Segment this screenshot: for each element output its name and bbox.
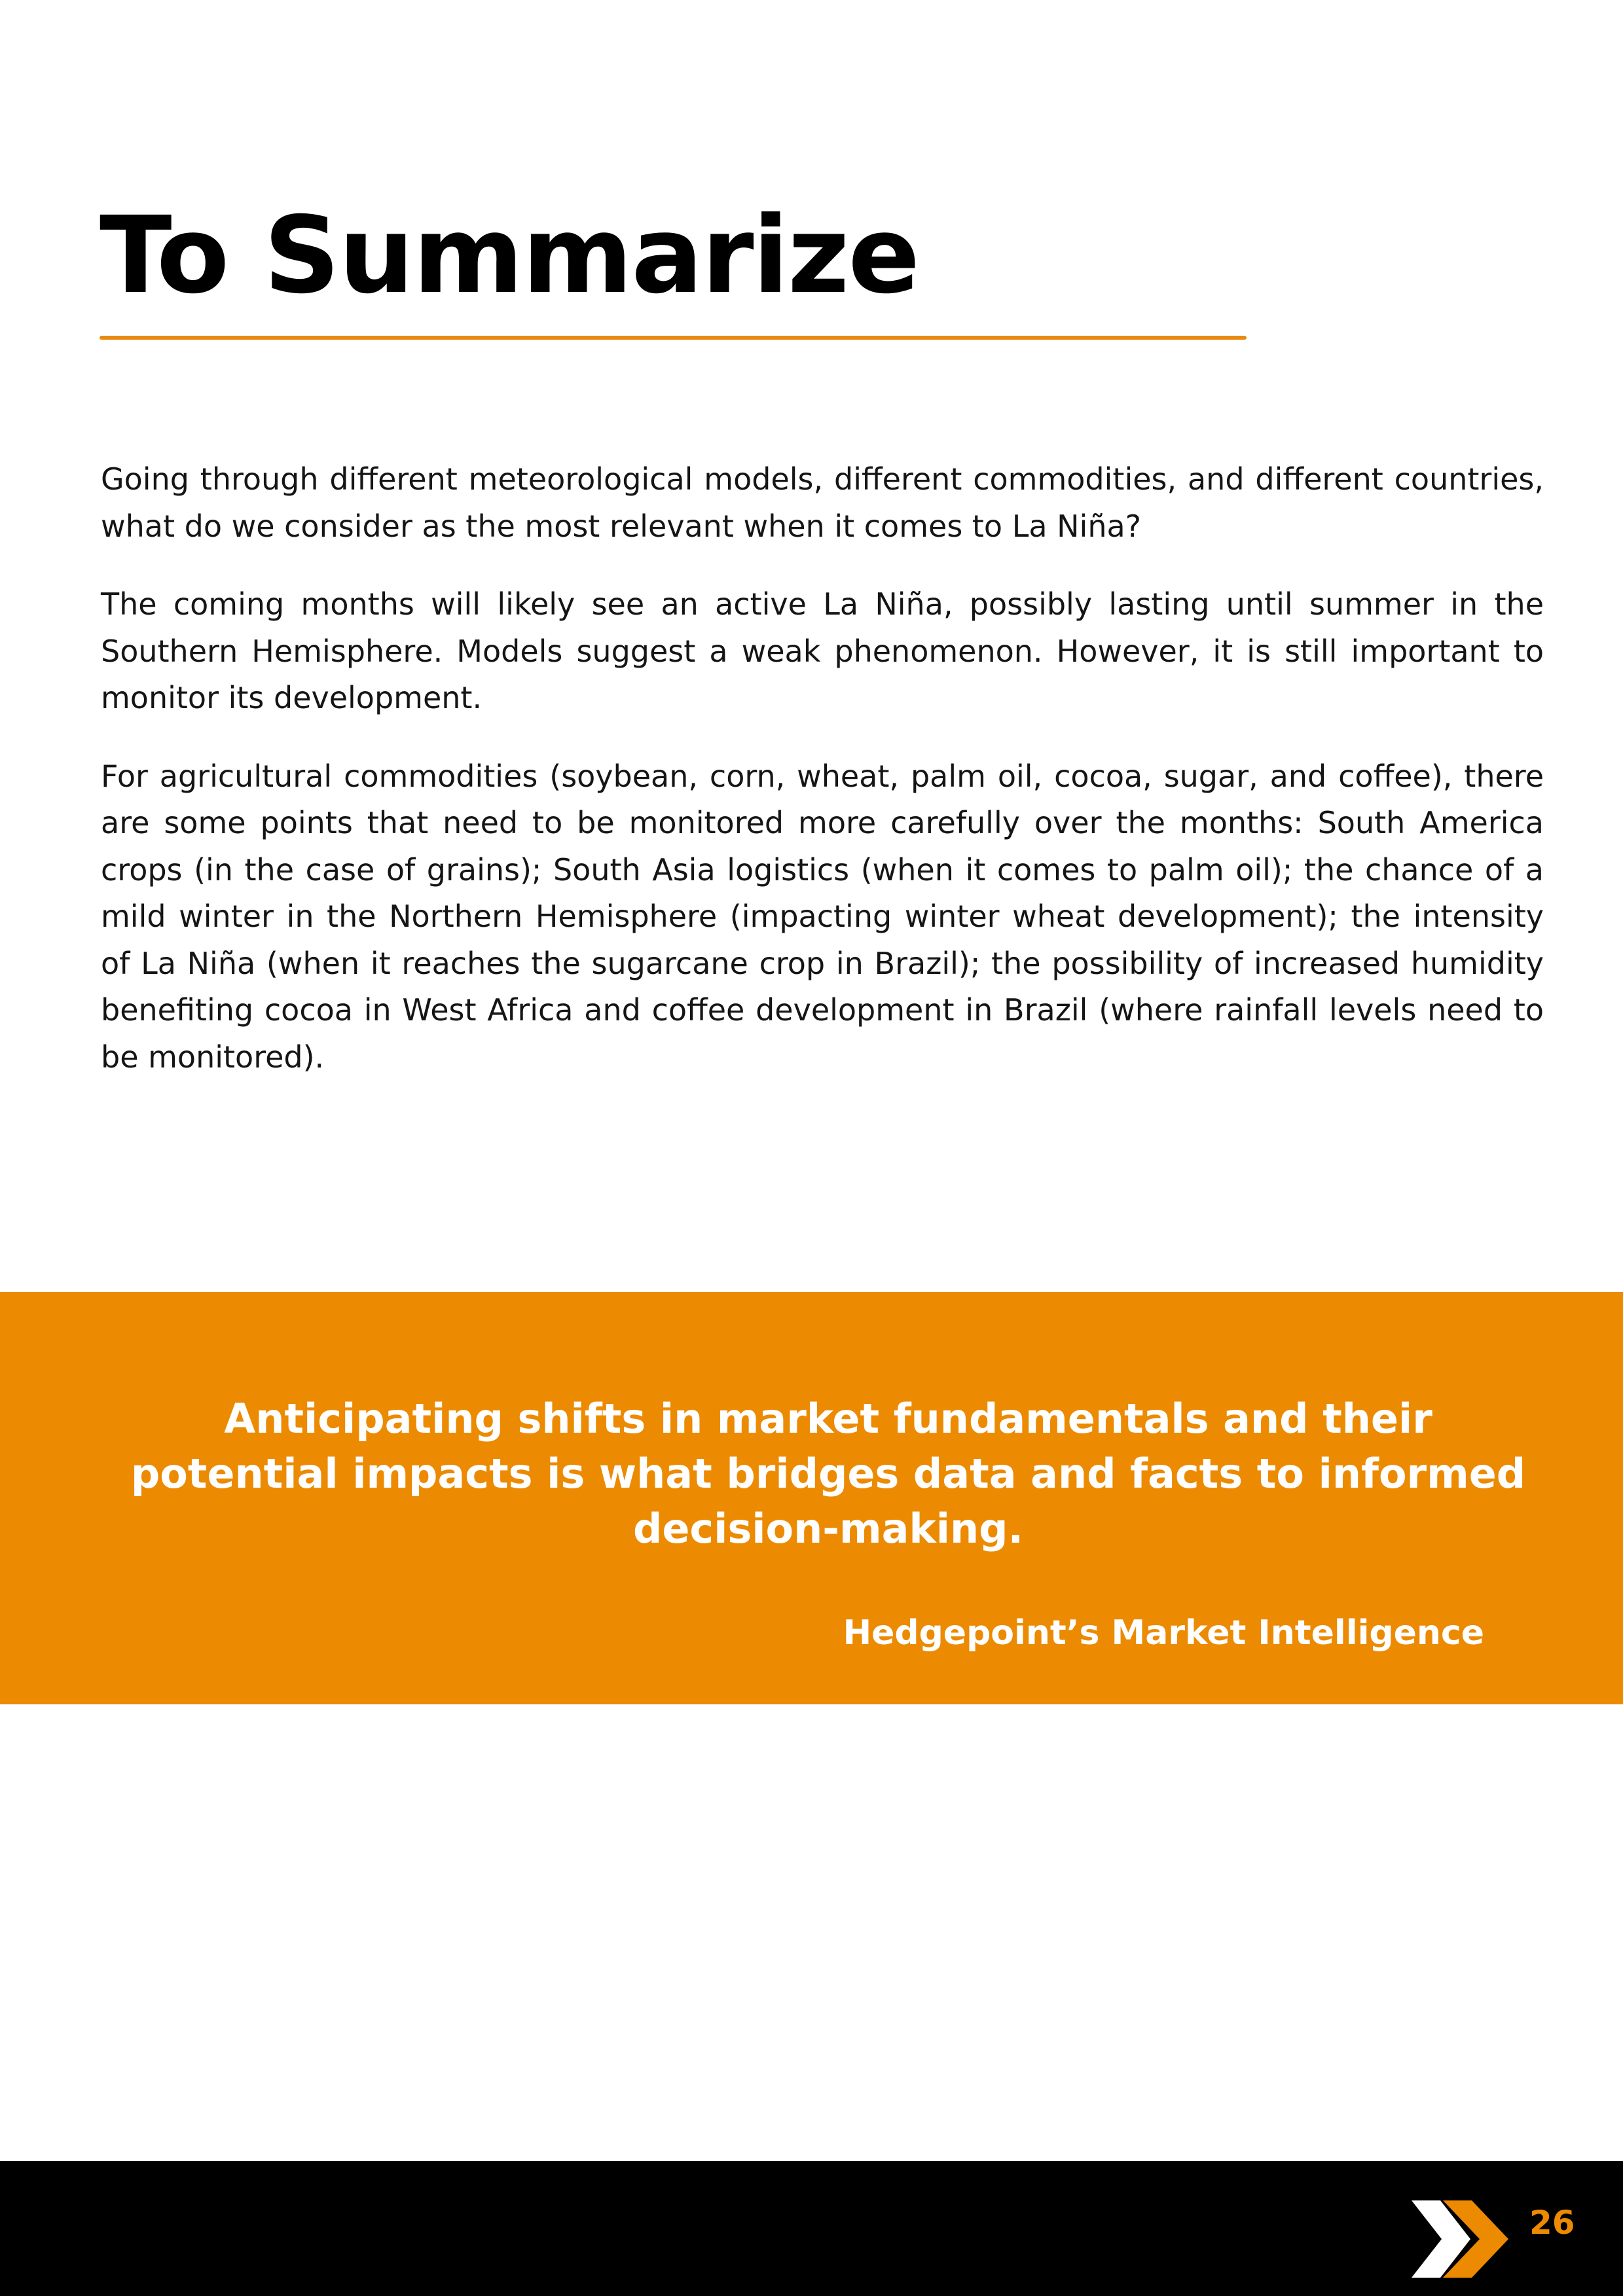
body-text — [101, 456, 1544, 1112]
page-title: To Summarize — [100, 194, 919, 317]
quote-band — [0, 1292, 1623, 1704]
page-number: 26 — [1529, 2204, 1575, 2242]
title-underline — [100, 336, 1247, 340]
quote-attribution: Hedgepoint’s Market Intelligence — [843, 1613, 1484, 1653]
paragraph-intro: Going through different meteorological models, different commodities, and different countries, what do we consider as the most relevant when it comes to La Niña? — [101, 461, 1544, 544]
footer-bar — [0, 2161, 1623, 2296]
quote-text: Anticipating shifts in market fundamentals and their potential impacts is what bridges data and facts to informed decision-making. — [130, 1395, 1526, 1552]
paragraph-outlook: The coming months will likely see an active La Niña, possibly lasting until summer in the Southern Hemisphere. Models suggest a weak phenomenon. However, it is still important to monitor its development. — [101, 586, 1544, 715]
paragraph-commodities: For agricultural commodities (soybean, corn, wheat, palm oil, cocoa, sugar, and coffee), there are some points that need to be monitored more carefully over the months: South America crops (in the case of grains); South Asia logistics (when it comes to palm oil); the chance of a mild winter in the Northern Hemisphere (impacting winter wheat development); the intensity of La Niña (when it reaches the sugarcane crop in Brazil); the possibility of increased humidity benefiting cocoa in West Africa and coffee development in Brazil (where rainfall levels need to be monitored). — [101, 758, 1544, 1075]
double-chevron-right-icon — [1412, 2200, 1508, 2278]
